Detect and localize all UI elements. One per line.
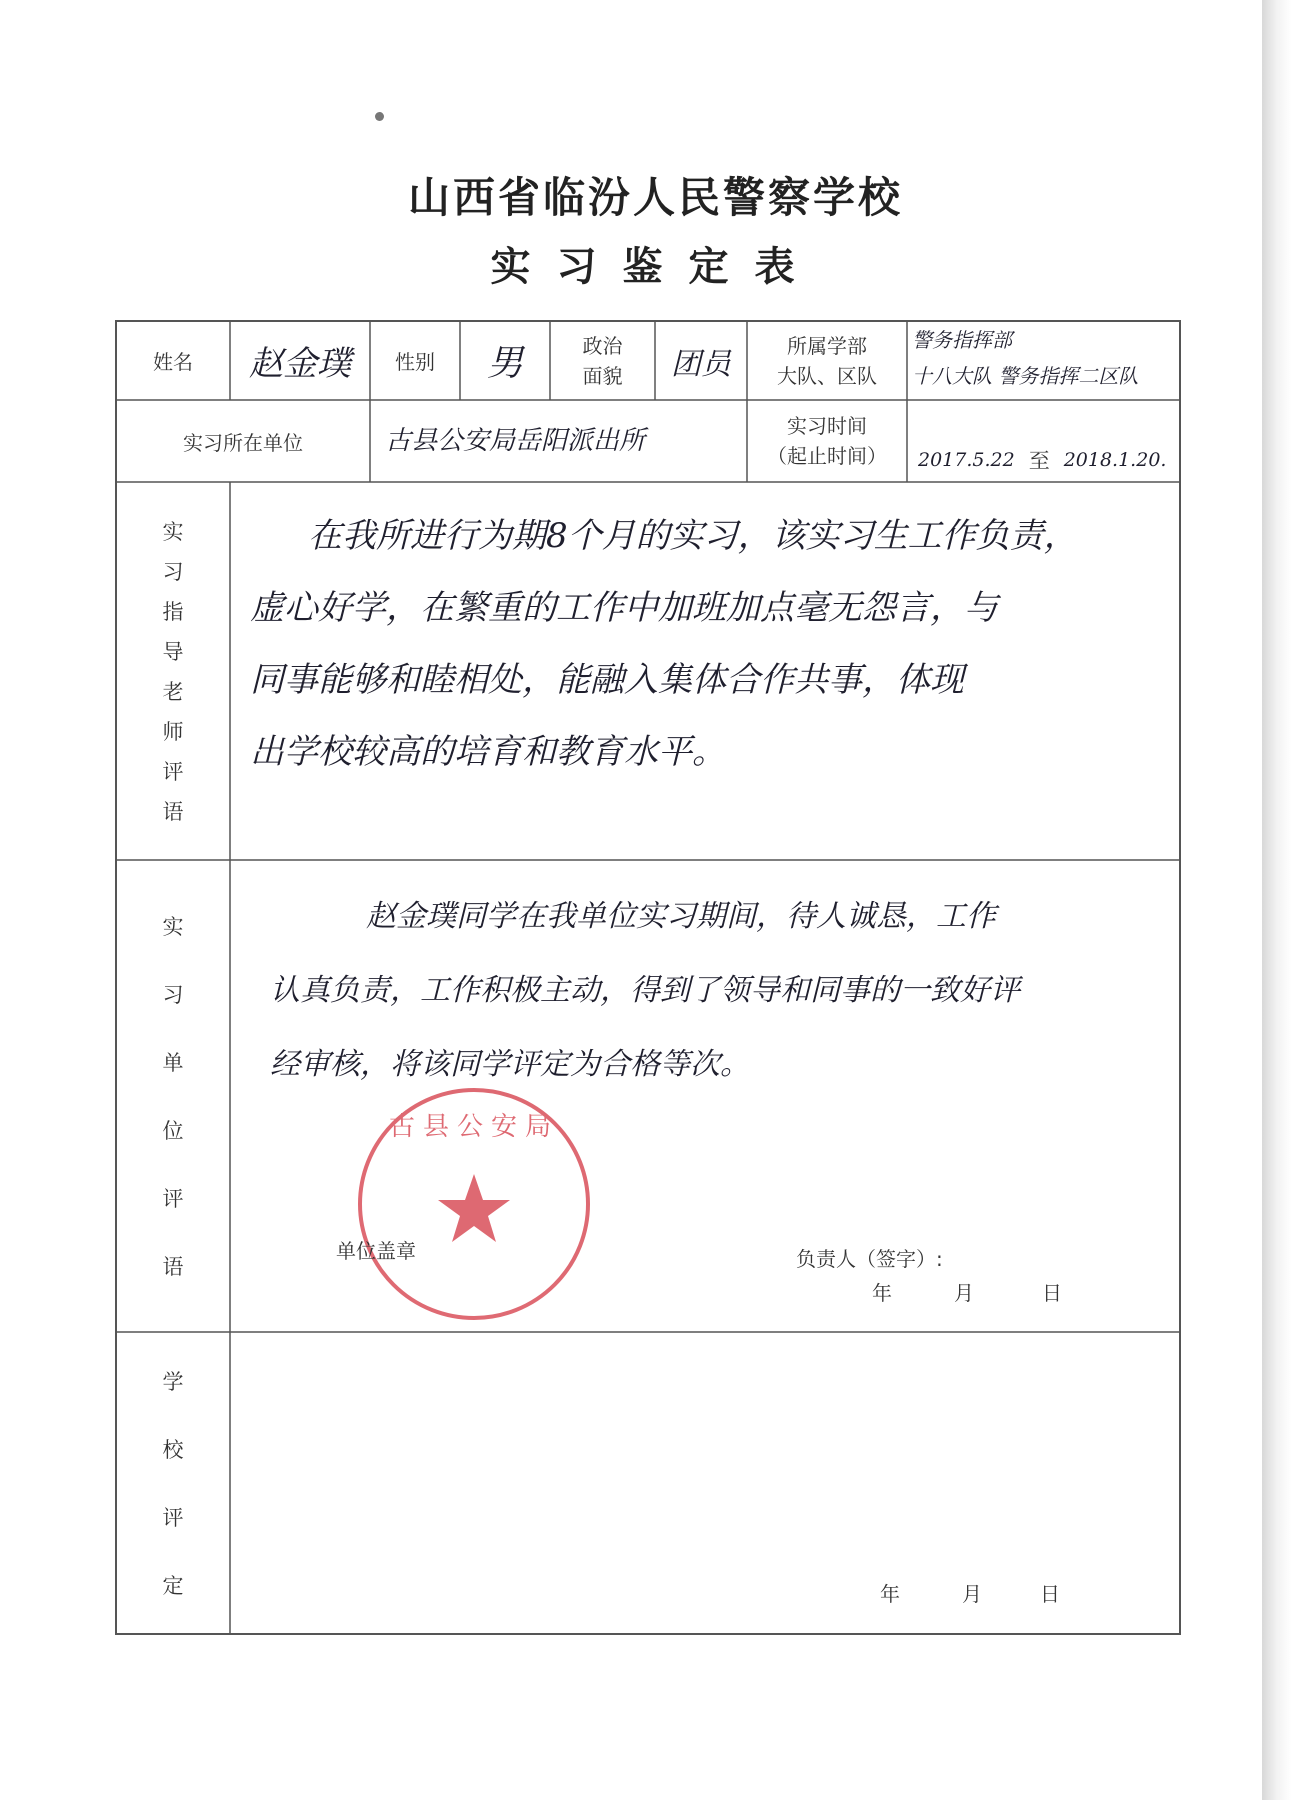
name-value: 赵金璞 (249, 344, 351, 384)
school-label-char: 学 (162, 1370, 184, 1394)
teacher-label-char: 语 (162, 800, 184, 824)
unit-label-char: 位 (162, 1119, 184, 1143)
scan-speck (375, 112, 384, 121)
unit-date-year: 年 (872, 1281, 892, 1305)
teacher-section-label (116, 482, 230, 860)
dept-label-line2: 大队、区队 (777, 363, 877, 388)
school-sign-date (880, 1578, 1080, 1608)
teacher-label-char: 评 (162, 760, 184, 784)
dept-value-line2: 十八大队 警务指挥二区队 (912, 364, 1139, 388)
unit-section-label (116, 860, 230, 1332)
political-label (550, 321, 655, 400)
teacher-label-char: 习 (162, 560, 184, 584)
political-value: 团员 (671, 346, 731, 382)
seal-text: 古县公安局 (388, 1112, 559, 1142)
unit-value: 古县公安局岳阳派出所 (385, 426, 646, 456)
teacher-label-char: 导 (162, 640, 184, 664)
teacher-label-char: 师 (162, 720, 184, 744)
signer-label: 负责人（签字）: (796, 1247, 943, 1271)
unit-date-month: 月 (954, 1281, 974, 1305)
school-label-char: 评 (162, 1506, 184, 1530)
period-label (747, 400, 907, 482)
name-label: 姓名 (153, 350, 193, 374)
unit-comment-line: 赵金璞同学在我单位实习期间，待人诚恳，工作 (366, 899, 996, 934)
unit-label-char: 评 (162, 1187, 184, 1211)
teacher-label-char: 实 (162, 520, 184, 544)
dept-label-line1: 所属学部 (787, 333, 867, 358)
unit-label-char: 实 (162, 915, 184, 939)
unit-label-char: 语 (162, 1255, 184, 1279)
unit-label-char: 习 (162, 983, 184, 1007)
period-label-line2: （起止时间） (767, 444, 887, 468)
period-label-line1: 实习时间 (787, 414, 867, 438)
teacher-label-char: 老 (162, 680, 184, 704)
gender-label: 性别 (395, 350, 435, 374)
official-seal (358, 1088, 590, 1320)
school-section-label (116, 1332, 230, 1634)
dept-label (747, 321, 907, 400)
teacher-comment-line: 出学校较高的培育和教育水平。 (250, 732, 726, 772)
political-label-line2: 面貌 (582, 363, 623, 388)
start-date: 2017.5.22 (918, 449, 1015, 471)
end-date: 2018.1.20. (1063, 449, 1167, 471)
school-label-char: 定 (162, 1574, 184, 1598)
teacher-comment-line: 同事能够和睦相处，能融入集体合作共事，体现 (250, 660, 964, 700)
teacher-comment-line: 在我所进行为期8个月的实习，该实习生工作负责， (308, 516, 1078, 556)
unit-label: 实习所在单位 (183, 430, 303, 455)
teacher-comment (250, 500, 1170, 788)
unit-comment-line: 认真负责，工作积极主动，得到了领导和同事的一致好评 (270, 973, 1020, 1008)
political-label-line1: 政治 (582, 333, 623, 358)
unit-sign-date (872, 1277, 1072, 1307)
gender-value: 男 (486, 343, 523, 384)
to-label: 至 (1028, 449, 1050, 473)
period-value (918, 440, 1178, 480)
teacher-label-char: 指 (162, 600, 184, 624)
form-title: 实习鉴定表 (490, 244, 821, 290)
unit-label-char: 单 (162, 1051, 184, 1075)
unit-date-day: 日 (1042, 1281, 1062, 1305)
dept-value-line1: 警务指挥部 (912, 328, 1012, 352)
school-label-char: 校 (162, 1438, 184, 1462)
school-name: 山西省临汾人民警察学校 (407, 173, 903, 222)
school-date-month: 月 (962, 1582, 982, 1606)
dept-value (912, 322, 1178, 400)
teacher-comment-line: 虚心好学，在繁重的工作中加班加点毫无怨言，与 (250, 588, 998, 628)
unit-comment-line: 经审核，将该同学评定为合格等次。 (270, 1047, 750, 1082)
stamp-label: 单位盖章 (336, 1239, 416, 1263)
school-date-year: 年 (880, 1582, 900, 1606)
unit-comment (270, 880, 1175, 1102)
school-date-day: 日 (1040, 1582, 1060, 1606)
